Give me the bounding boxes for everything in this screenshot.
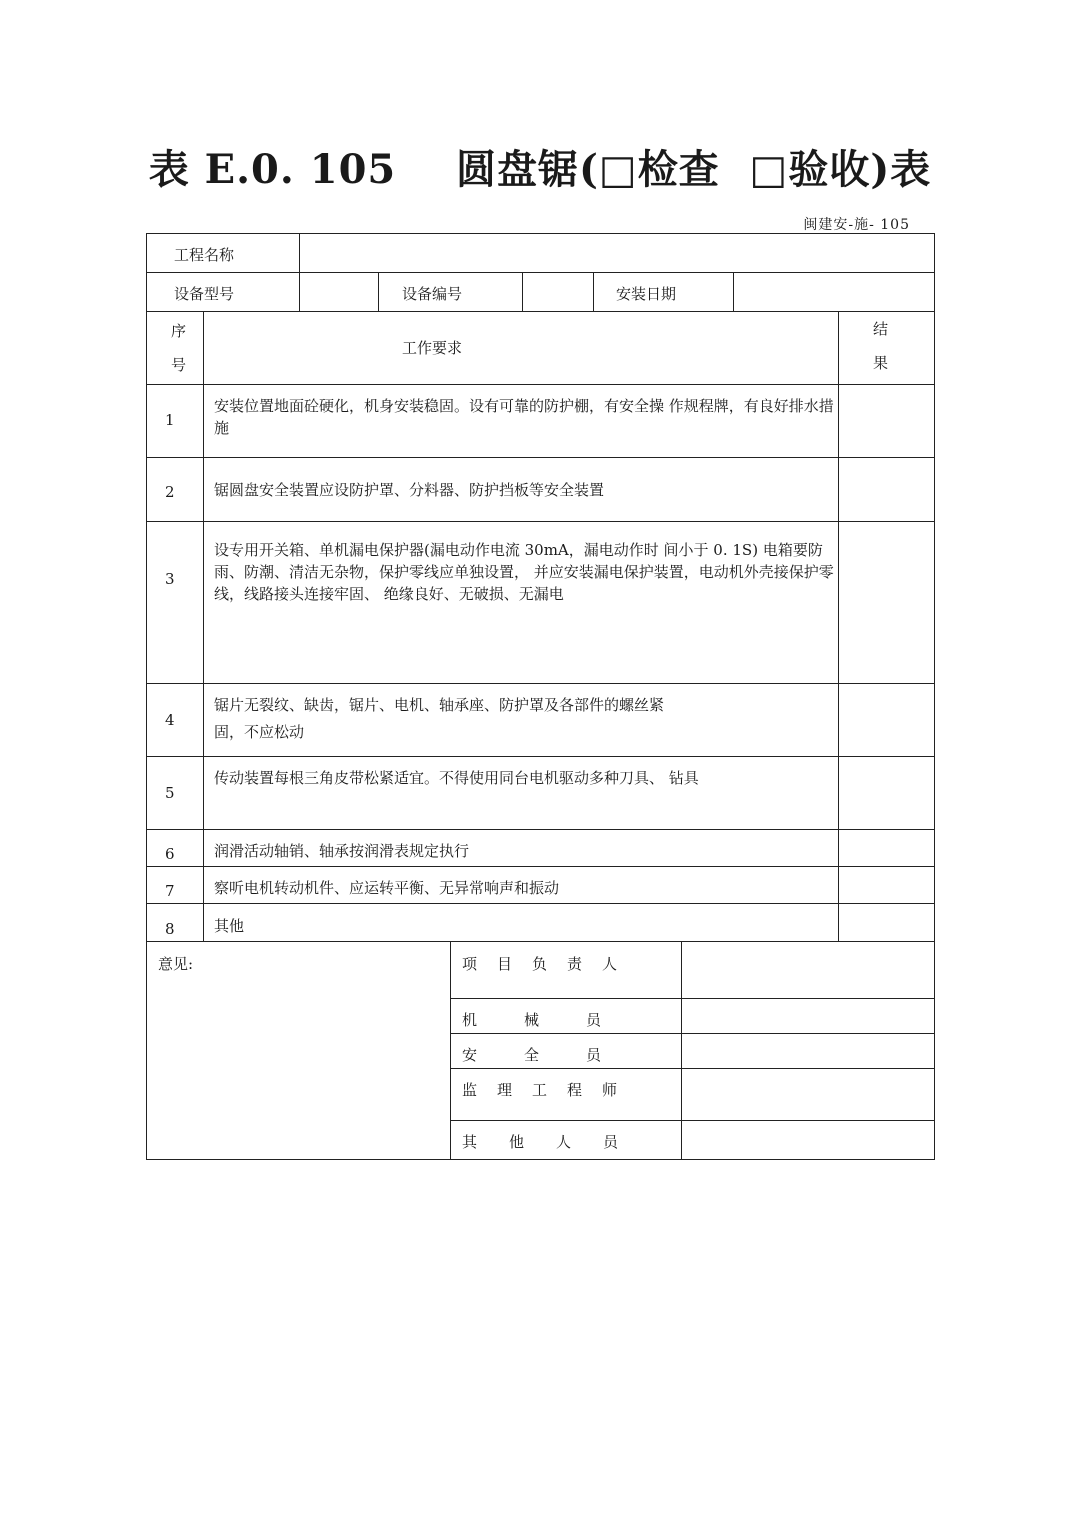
table-border bbox=[934, 233, 935, 1160]
title-accept-label: 验收)表 bbox=[788, 146, 932, 193]
col-divider bbox=[299, 233, 300, 311]
table-border bbox=[146, 1159, 935, 1160]
row-number: 6 bbox=[165, 845, 175, 863]
row-number: 7 bbox=[165, 882, 175, 900]
title-prefix: 表 E.0. 105 bbox=[148, 146, 397, 193]
title-name: 圆盘锯( bbox=[455, 146, 599, 193]
row-divider bbox=[146, 756, 935, 757]
col-divider bbox=[733, 272, 734, 311]
signer-label: 监理工程师 bbox=[462, 1081, 638, 1099]
row-requirement: 锯圆盘安全装置应设防护罩、分料器、防护挡板等安全装置 bbox=[214, 481, 605, 499]
row-requirement: 设专用开关箱、单机漏电保护器(漏电动作电流 30mA，漏电动作时 间小于 0. 1S) 电箱要防雨、防潮、清洁无杂物，保护零线应单独设置， 并应安装漏电保护装置，电动机外壳接保护零线，线路接头连接牢固、 绝缘良好、无破损、无漏电 bbox=[214, 541, 834, 603]
table-border bbox=[146, 233, 147, 1160]
signer-label: 其他人员 bbox=[462, 1133, 651, 1151]
row-divider bbox=[450, 998, 935, 999]
device-model-label: 设备型号 bbox=[174, 285, 235, 303]
row-number: 2 bbox=[165, 483, 175, 501]
requirement-header: 工作要求 bbox=[402, 339, 463, 357]
row-divider bbox=[146, 683, 935, 684]
signer-label: 机械员 bbox=[462, 1011, 649, 1029]
col-divider bbox=[378, 272, 379, 311]
install-date-label: 安装日期 bbox=[616, 285, 677, 303]
form-code: 闽建安-施- 105 bbox=[803, 217, 910, 233]
seq-header: 序 bbox=[171, 322, 187, 340]
col-divider bbox=[450, 941, 451, 1160]
seq-header: 号 bbox=[171, 356, 187, 374]
row-divider bbox=[450, 1120, 935, 1121]
accept-checkbox[interactable]: □ bbox=[749, 146, 789, 193]
row-divider bbox=[146, 521, 935, 522]
row-divider bbox=[146, 866, 935, 867]
device-no-label: 设备编号 bbox=[402, 285, 463, 303]
row-divider bbox=[146, 272, 935, 273]
row-requirement: 锯片无裂纹、缺齿，锯片、电机、轴承座、防护罩及各部件的螺丝紧 bbox=[214, 696, 665, 714]
signer-label: 项目负责人 bbox=[462, 955, 638, 973]
row-number: 1 bbox=[165, 411, 175, 429]
page-title bbox=[0, 138, 1080, 195]
col-divider bbox=[681, 941, 682, 1160]
inspection-table bbox=[146, 233, 935, 1160]
col-divider bbox=[593, 272, 594, 311]
row-number: 4 bbox=[165, 711, 175, 729]
row-requirement: 传动装置每根三角皮带松紧适宜。不得使用同台电机驱动多种刀具、 钻具 bbox=[214, 769, 699, 787]
opinion-label: 意见: bbox=[158, 955, 194, 973]
row-requirement: 润滑活动轴销、轴承按润滑表规定执行 bbox=[214, 842, 470, 860]
row-requirement: 其他 bbox=[214, 917, 245, 935]
row-number: 5 bbox=[165, 784, 175, 802]
col-divider bbox=[838, 311, 839, 941]
row-divider bbox=[146, 384, 935, 385]
col-divider bbox=[522, 272, 523, 311]
row-requirement: 安装位置地面砼硬化，机身安装稳固。设有可靠的防护棚，有安全操 作规程牌，有良好排水措施 bbox=[214, 397, 834, 437]
row-divider bbox=[146, 457, 935, 458]
row-divider bbox=[146, 941, 935, 942]
row-requirement: 察听电机转动机件、应运转平衡、无异常响声和振动 bbox=[214, 879, 560, 897]
col-divider bbox=[203, 311, 204, 941]
table-border bbox=[146, 233, 935, 234]
row-number: 8 bbox=[165, 920, 175, 938]
opinion-field[interactable] bbox=[158, 979, 442, 1149]
result-header: 果 bbox=[873, 354, 889, 372]
row-divider bbox=[146, 829, 935, 830]
signer-label: 安全员 bbox=[462, 1046, 649, 1064]
row-divider bbox=[146, 311, 935, 312]
check-checkbox[interactable]: □ bbox=[598, 146, 638, 193]
row-divider bbox=[450, 1033, 935, 1034]
row-divider bbox=[146, 903, 935, 904]
project-name-label: 工程名称 bbox=[174, 246, 235, 264]
row-number: 3 bbox=[165, 570, 175, 588]
result-header: 结 bbox=[873, 320, 889, 338]
row-requirement-cont: 固，不应松动 bbox=[214, 723, 305, 741]
title-check-label: 检查 bbox=[637, 146, 720, 193]
row-divider bbox=[450, 1068, 935, 1069]
